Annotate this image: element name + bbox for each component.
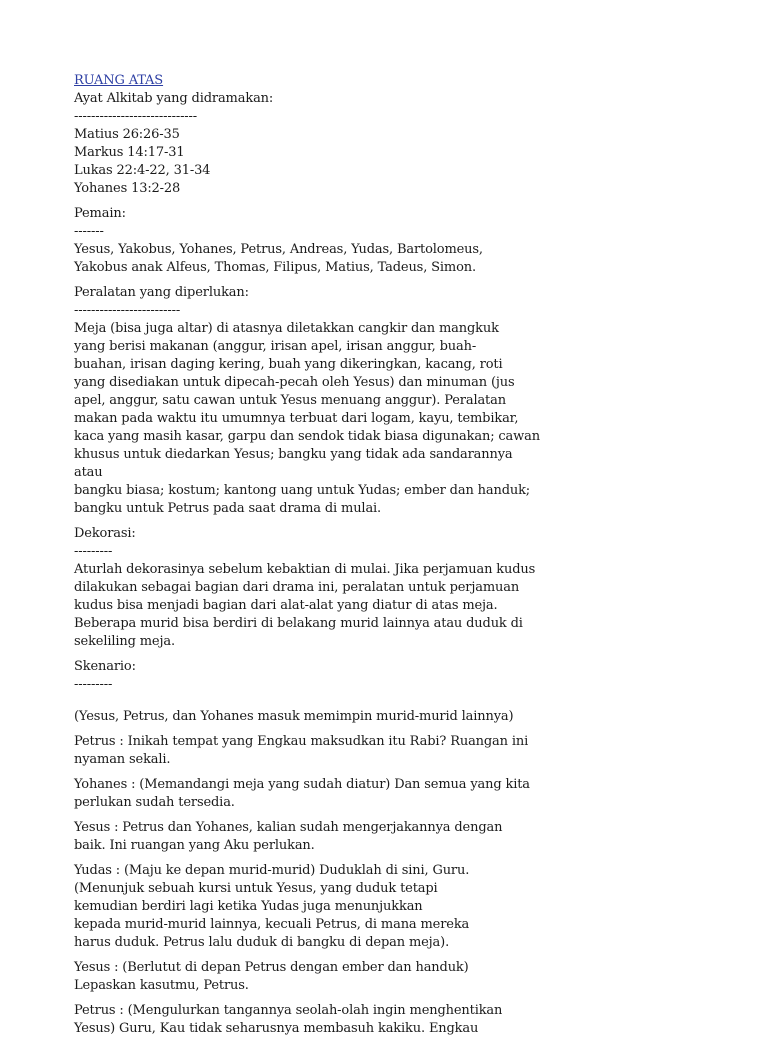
pemain-heading: Pemain: [74, 206, 126, 221]
ayat-line: Markus 14:17-31 [74, 145, 185, 160]
dekorasi-line: dilakukan sebagai bagian dari drama ini, peralatan untuk perjamuan [74, 580, 520, 595]
skenario-line: Yudas : (Maju ke depan murid-murid) Duduklah di sini, Guru. [74, 863, 470, 878]
pemain-section [74, 205, 544, 277]
skenario-line: nyaman sekali. [74, 752, 171, 767]
skenario-line: Petrus : Inikah tempat yang Engkau maksudkan itu Rabi? Ruangan ini [74, 734, 529, 749]
skenario-line: baik. Ini ruangan yang Aku perlukan. [74, 838, 315, 853]
skenario-paragraph [74, 959, 544, 995]
dekorasi-line: kudus bisa menjadi bagian dari alat-alat yang diatur di atas meja. [74, 598, 498, 613]
skenario-line: Yesus : (Berlutut di depan Petrus dengan ember dan handuk) [74, 960, 469, 975]
peralatan-line: yang berisi makanan (anggur, irisan apel, irisan anggur, buah- [74, 339, 477, 354]
peralatan-separator: ------------------------- [74, 303, 181, 318]
peralatan-line: bangku untuk Petrus pada saat drama di mulai. [74, 501, 382, 516]
peralatan-section [74, 284, 544, 518]
pemain-line: Yakobus anak Alfeus, Thomas, Filipus, Matius, Tadeus, Simon. [74, 260, 476, 275]
dekorasi-line: Beberapa murid bisa berdiri di belakang murid lainnya atau duduk di [74, 616, 523, 631]
skenario-paragraph [74, 1002, 544, 1038]
ayat-heading: Ayat Alkitab yang didramakan: [74, 91, 274, 106]
ayat-section [74, 90, 544, 198]
ayat-line: Lukas 22:4-22, 31-34 [74, 163, 211, 178]
dekorasi-section [74, 525, 544, 651]
skenario-line: Lepaskan kasutmu, Petrus. [74, 978, 249, 993]
peralatan-heading: Peralatan yang diperlukan: [74, 285, 249, 300]
peralatan-line: khusus untuk diedarkan Yesus; bangku yang tidak ada sandarannya atau [74, 447, 513, 480]
dekorasi-line: Aturlah dekorasinya sebelum kebaktian di mulai. Jika perjamuan kudus [74, 562, 536, 577]
pemain-separator: ------- [74, 224, 104, 239]
skenario-line: Yesus) Guru, Kau tidak seharusnya membasuh kakiku. Engkau [74, 1021, 479, 1036]
skenario-paragraph [74, 776, 544, 812]
skenario-section [74, 658, 544, 1038]
skenario-heading: Skenario: [74, 659, 136, 674]
skenario-line: Yohanes : (Memandangi meja yang sudah diatur) Dan semua yang kita [74, 777, 530, 792]
skenario-line: kemudian berdiri lagi ketika Yudas juga menunjukkan [74, 899, 423, 914]
document-title-link[interactable]: RUANG ATAS [74, 73, 164, 88]
skenario-paragraph [74, 733, 544, 769]
skenario-line: (Menunjuk sebuah kursi untuk Yesus, yang duduk tetapi [74, 881, 438, 896]
skenario-line: harus duduk. Petrus lalu duduk di bangku di depan meja). [74, 935, 450, 950]
dekorasi-line: sekeliling meja. [74, 634, 175, 649]
dekorasi-heading: Dekorasi: [74, 526, 136, 541]
peralatan-line: makan pada waktu itu umumnya terbuat dari logam, kayu, tembikar, [74, 411, 519, 426]
ayat-separator: ----------------------------- [74, 109, 198, 124]
skenario-separator: --------- [74, 677, 113, 692]
dekorasi-separator: --------- [74, 544, 113, 559]
peralatan-line: apel, anggur, satu cawan untuk Yesus menuang anggur). Peralatan [74, 393, 506, 408]
peralatan-line: yang disediakan untuk dipecah-pecah oleh Yesus) dan minuman (jus [74, 375, 515, 390]
peralatan-line: bangku biasa; kostum; kantong uang untuk Yudas; ember dan handuk; [74, 483, 531, 498]
skenario-line: Yesus : Petrus dan Yohanes, kalian sudah mengerjakannya dengan [74, 820, 503, 835]
skenario-line: kepada murid-murid lainnya, kecuali Petrus, di mana mereka [74, 917, 470, 932]
skenario-paragraph [74, 708, 544, 726]
pemain-line: Yesus, Yakobus, Yohanes, Petrus, Andreas, Yudas, Bartolomeus, [74, 242, 483, 257]
peralatan-line: buahan, irisan daging kering, buah yang dikeringkan, kacang, roti [74, 357, 503, 372]
skenario-paragraph [74, 862, 544, 952]
skenario-line: perlukan sudah tersedia. [74, 795, 235, 810]
ayat-line: Matius 26:26-35 [74, 127, 180, 142]
document-body [74, 72, 544, 1038]
peralatan-line: Meja (bisa juga altar) di atasnya diletakkan cangkir dan mangkuk [74, 321, 499, 336]
skenario-line: (Yesus, Petrus, dan Yohanes masuk memimpin murid-murid lainnya) [74, 709, 514, 724]
peralatan-line: kaca yang masih kasar, garpu dan sendok tidak biasa digunakan; cawan [74, 429, 540, 444]
ayat-line: Yohanes 13:2-28 [74, 181, 181, 196]
skenario-line: Petrus : (Mengulurkan tangannya seolah-olah ingin menghentikan [74, 1003, 503, 1018]
skenario-paragraph [74, 819, 544, 855]
